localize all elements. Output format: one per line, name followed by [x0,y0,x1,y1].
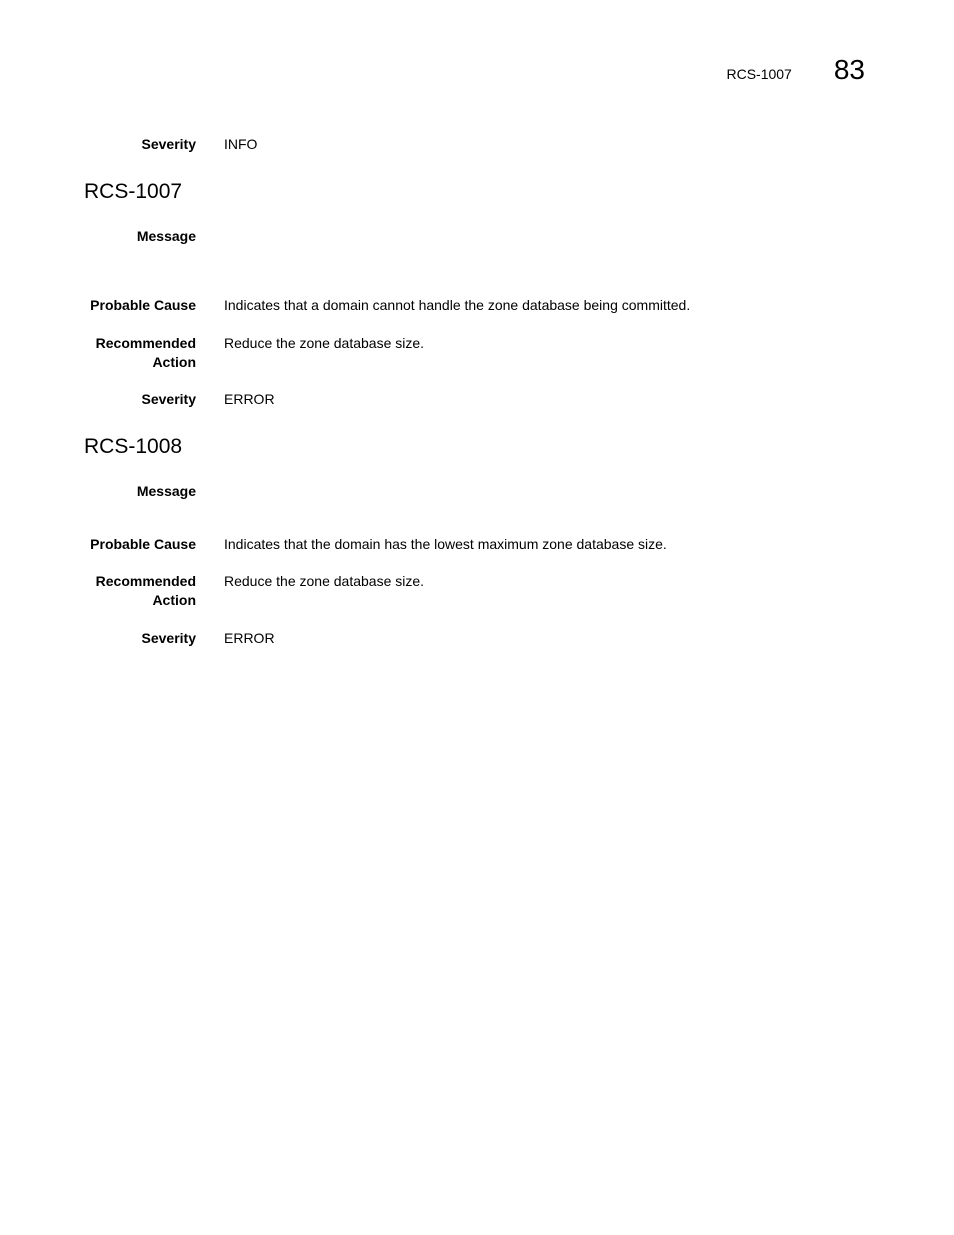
recommended-action-label-line1: Recommended [95,573,196,589]
severity-value: ERROR [224,391,275,407]
recommended-action-label [56,572,196,610]
probable-cause-label: Probable Cause [90,536,196,552]
probable-cause-value: Indicates that the domain has the lowest maximum zone database size. [224,536,667,552]
severity-value: ERROR [224,630,275,646]
severity-label: Severity [141,391,196,407]
recommended-action-label-line2: Action [152,354,196,370]
recommended-action-label-line1: Recommended [95,335,196,351]
message-label: Message [136,228,196,244]
running-title: RCS-1007 [726,66,792,82]
severity-value: INFO [224,136,258,152]
section-title-rcs-1008: RCS-1008 [84,435,183,458]
recommended-action-label [56,334,196,372]
probable-cause-label: Probable Cause [90,297,196,313]
running-header [726,54,865,86]
probable-cause-value: Indicates that a domain cannot handle the zone database being committed. [224,297,691,313]
recommended-action-label-line2: Action [152,592,196,608]
chapter-number: 83 [833,54,865,85]
severity-label: Severity [141,136,196,152]
recommended-action-value: Reduce the zone database size. [224,335,425,351]
message-label: Message [136,483,196,499]
severity-label: Severity [141,630,196,646]
recommended-action-value: Reduce the zone database size. [224,573,425,589]
section-title-rcs-1007: RCS-1007 [84,180,183,203]
